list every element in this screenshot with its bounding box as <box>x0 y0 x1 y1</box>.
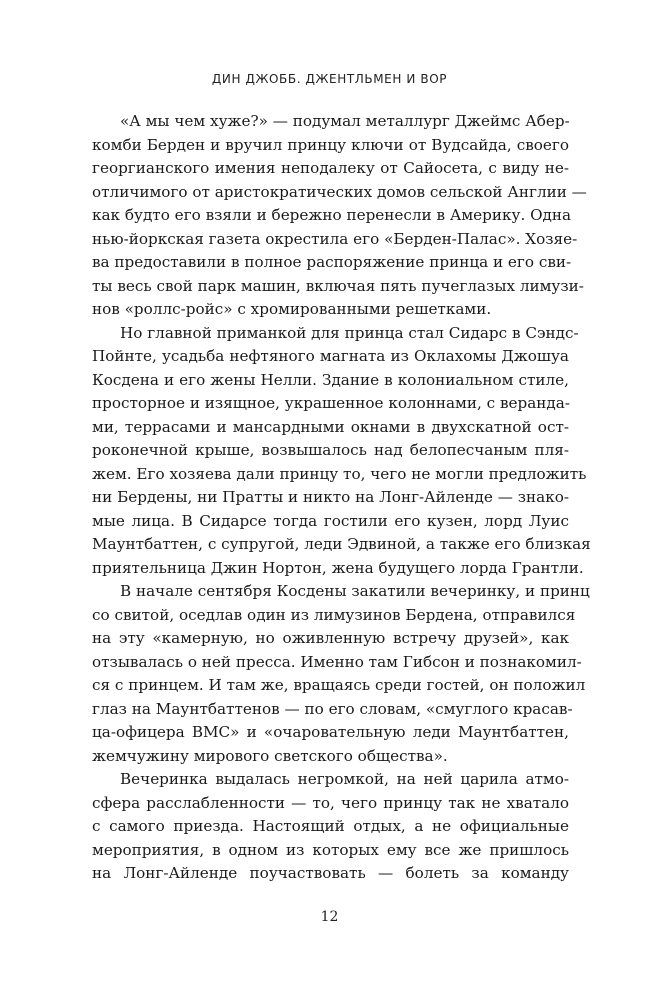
text-line: ца-офицера ВМС» и «очаровательную леди Маунтбаттен, <box>92 723 569 741</box>
text-line: нов «роллс-ройс» с хромированными решетками. <box>92 300 492 318</box>
page-number: 12 <box>320 909 339 925</box>
text-line: «А мы чем хуже?» — подумал металлург Джеймс Абер- <box>120 112 570 130</box>
text-line: ми, террасами и мансардными окнами в двухскатной ост- <box>92 417 569 436</box>
text-line: Косдена и его жены Нелли. Здание в колониальном стиле, <box>92 370 569 389</box>
text-line: на Лонг-Айленде поучаствовать — болеть за команду <box>92 864 569 882</box>
text-line: глаз на Маунтбаттенов — по его словам, «смуглого красав- <box>92 699 573 718</box>
text-block <box>92 110 591 886</box>
text-line: Но главной приманкой для принца стал Сидарс в Сэндс- <box>120 323 579 342</box>
paragraph <box>92 580 590 768</box>
text-line: на эту «камерную, но оживленную встречу друзей», как <box>92 629 569 647</box>
text-line: отличимого от аристократических домов сельской Англии — <box>92 182 587 201</box>
text-line: отзывалась о ней пресса. Именно там Гибсон и познакомил- <box>92 652 582 671</box>
running-head: ДИН ДЖОББ. ДЖЕНТЛЬМЕН И ВОР <box>211 72 448 86</box>
text-line: Маунтбаттен, с супругой, леди Эдвиной, а также его близкая <box>92 535 591 553</box>
text-line: как будто его взяли и бережно перенесли в Америку. Одна <box>92 206 572 224</box>
text-line: жем. Его хозяева дали принцу то, чего не могли предложить <box>92 464 587 483</box>
paragraph <box>92 768 569 886</box>
text-line: георгианского имения неподалеку от Сайосета, с виду не- <box>92 159 569 177</box>
text-line: ся с принцем. И там же, вращаясь среди гостей, он положил <box>92 676 586 694</box>
text-line: нью-йоркская газета окрестила его «Берден-Палас». Хозяе- <box>92 229 578 248</box>
text-line: комби Берден и вручил принцу ключи от Вудсайда, своего <box>92 135 569 154</box>
paragraph <box>92 322 591 581</box>
text-line: сфера расслабленности — то, чего принцу так не хватало <box>92 793 569 812</box>
text-line: с самого приезда. Настоящий отдых, а не официальные <box>92 817 569 835</box>
text-line: роконечной крыше, возвышалось над белопесчаным пля- <box>92 441 569 459</box>
text-line: ва предоставили в полное распоряжение принца и его сви- <box>92 253 572 271</box>
text-line: просторное и изящное, украшенное колоннами, с веранда- <box>92 394 570 412</box>
text-line: мые лица. В Сидарсе тогда гостили его кузен, лорд Луис <box>92 511 569 530</box>
text-line: В начале сентября Косдены закатили вечеринку, и принц <box>120 582 590 600</box>
text-line: Вечеринка выдалась негромкой, на ней царила атмо- <box>120 770 569 788</box>
text-line: жемчужину мирового светского общества». <box>92 746 448 765</box>
text-line: со свитой, оседлав один из лимузинов Бердена, отправился <box>92 605 576 624</box>
text-line: ни Бердены, ни Пратты и никто на Лонг-Айленде — знако- <box>92 488 569 506</box>
text-line: Пойнте, усадьба нефтяного магната из Оклахомы Джошуа <box>92 347 569 365</box>
text-line: ты весь свой парк машин, включая пять пучеглазых лимузи- <box>92 276 584 295</box>
text-line: приятельница Джин Нортон, жена будущего лорда Грантли. <box>92 558 584 577</box>
text-line: мероприятия, в одном из которых ему все же пришлось <box>92 840 569 859</box>
paragraph <box>92 110 587 322</box>
